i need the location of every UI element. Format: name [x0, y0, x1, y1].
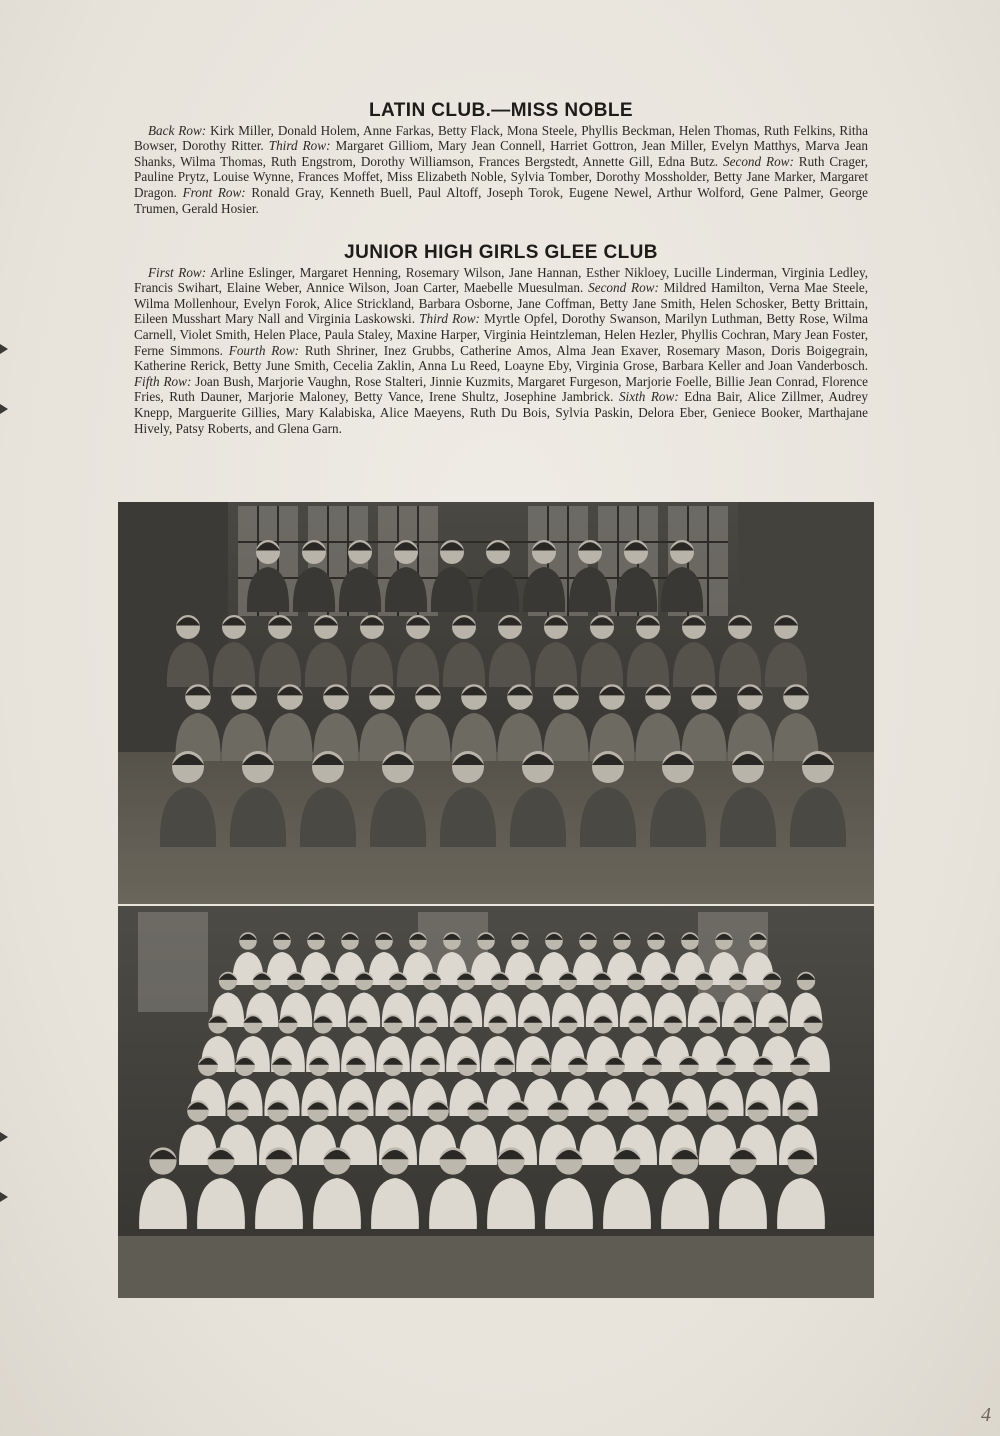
binding-mark [0, 1130, 10, 1144]
glee-club-section [134, 242, 869, 436]
latin-club-section [134, 100, 869, 216]
binding-mark [0, 1190, 10, 1204]
row-names: Joan Bush, Marjorie Vaughn, Rose Stalteri, Jinnie Kuzmits, Margaret Furgeson, Marjorie Foelle, Billie Jean Conrad, Florence Fries, Ruth Dauner, Marjorie Maloney, Betty Vance, Irene Shultz, Josephine Jambrick. [134, 373, 869, 405]
binding-mark [0, 342, 10, 356]
row-label: Back Row: [148, 122, 207, 138]
latin-club-caption [134, 123, 868, 217]
row-names: Margaret Gilliom, Mary Jean Connell, Harriet Gottron, Jean Miller, Evelyn Matthys, Marva Jean Shanks, Wilma Thomas, Ruth Engstrom, Dorothy Williamson, Frances Bergstedt, Annette Gill, Edna Butz. [134, 138, 869, 169]
latin-club-photo [118, 502, 874, 904]
row-names: Kirk Miller, Donald Holem, Anne Farkas, Betty Flack, Mona Steele, Phyllis Beckman, Helen Thomas, Ruth Felkins, Ritha Bowser, Dorothy Ritter. [134, 122, 868, 154]
row-label: Front Row: [182, 184, 246, 200]
binding-mark [0, 402, 10, 416]
row-names: Edna Bair, Alice Zillmer, Audrey Knepp, Marguerite Gillies, Mary Kalabiska, Alice Maeyens, Ruth Du Bois, Sylvia Paskin, Delora Eber, Geniece Booker, Marthajane Hively, Patsy Roberts, and Glena Garn. [134, 389, 868, 436]
row-label: Fourth Row: [228, 342, 300, 358]
row-label: Third Row: [419, 311, 480, 327]
latin-club-title: LATIN CLUB.—MISS NOBLE [369, 100, 633, 121]
row-names: Mildred Hamilton, Verna Mae Steele, Wilma Mollenhour, Evelyn Forok, Alice Strickland, Barbara Osborne, Jane Coffman, Betty Jane Smith, Helen Schosker, Betty Brittain, Eileen Musshart Mary Nall and Virginia Laskowski. [134, 280, 869, 327]
row-label: Sixth Row: [618, 389, 679, 405]
row-names: Ruth Crager, Pauline Prytz, Louise Wynne, Frances Moffet, Miss Elizabeth Noble, Sylvia Tomber, Dorothy Mossholder, Betty Jane Marker, Margaret Dragon. [134, 153, 869, 200]
glee-club-caption [134, 265, 868, 437]
row-label: Second Row: [588, 280, 659, 296]
row-names: Arline Eslinger, Margaret Henning, Rosemary Wilson, Jane Hannan, Esther Nikloey, Lucille Linderman, Virginia Ledley, Francis Swihart, Elaine Weber, Annice Wilson, Joan Carter, Maebelle Muesulman. [134, 264, 869, 296]
row-names: Ronald Gray, Kenneth Buell, Paul Altoff, Joseph Torok, Eugene Newel, Arthur Wolford, Gene Palmer, George Trumen, Gerald Hosier. [134, 184, 869, 216]
row-label: Second Row: [723, 153, 794, 169]
row-names: Ruth Shriner, Inez Grubbs, Catherine Amos, Alma Jean Exaver, Rosemary Mason, Doris Boigegrain, Katherine Rerick, Betty June Smith, Cecelia Zaklin, Anna Lu Reed, Loayne Eby, Virginia Grose, Barbara Keller and Joan Vanderbosch. [134, 342, 868, 374]
row-label: Fifth Row: [134, 373, 192, 389]
row-label: Third Row: [268, 138, 331, 154]
row-label: First Row: [148, 264, 207, 280]
row-names: Myrtle Opfel, Dorothy Swanson, Marilyn Luthman, Betty Rose, Wilma Carnell, Violet Smith, Helen Place, Paula Staley, Maxine Harper, Virginia Heintzleman, Helen Hezler, Phyllis Cochran, Mary Jean Foster, Ferne Simmons. [134, 311, 869, 358]
glee-club-photo [118, 906, 874, 1298]
page-number: 4 [981, 1404, 991, 1426]
glee-club-title: JUNIOR HIGH GIRLS GLEE CLUB [344, 242, 658, 263]
